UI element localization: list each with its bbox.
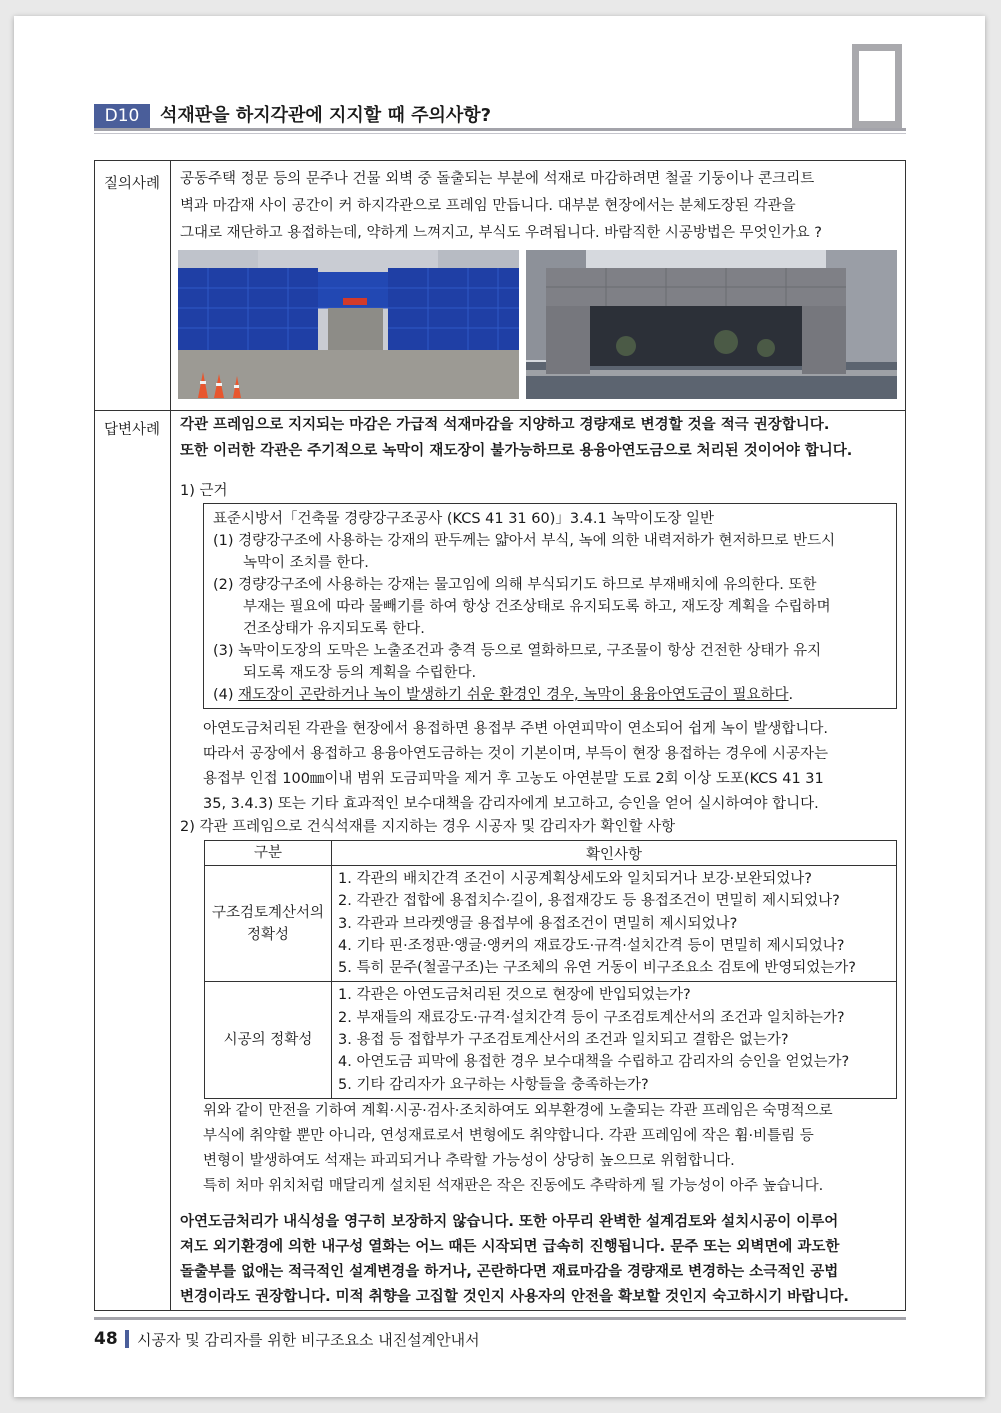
check-table	[204, 840, 897, 1099]
check-item: 1. 각관의 배치간격 조건이 시공계획상세도와 일치되거나 보강·보완되었나?	[338, 871, 813, 887]
paragraph-2-line-3: 변형이 발생하여도 석재는 파괴되거나 추락할 가능성이 상당히 높으므로 위험합니다.	[203, 1153, 735, 1169]
construction-scaffold-photo	[178, 250, 519, 399]
check-item: 4. 기타 핀·조정판·앵글·앵커의 재료강도·규격·설치간격 등이 면밀히 제시되었나?	[338, 937, 845, 954]
basis-heading: 1) 근거	[180, 483, 228, 499]
paragraph-2-line-4: 특히 처마 위치처럼 매달리게 설치된 석재판은 작은 진동에도 추락하게 될 가능성이 아주 높습니다.	[203, 1178, 824, 1194]
conclusion-line-4: 변경이라도 권장합니다. 미적 취향을 고집할 것인지 사용자의 안전을 확보할 것인지 숙고하시기 바랍니다.	[180, 1289, 849, 1305]
check-item: 2. 각관간 접합에 용접치수·길이, 용접재강도 등 용접조건이 면밀히 제시되었나?	[338, 893, 840, 910]
row-items-structural-calc	[332, 866, 897, 982]
stone-gate-photo	[526, 250, 897, 399]
footer-accent-bar	[125, 1330, 129, 1348]
paragraph-2-line-1: 위와 같이 만전을 기하여 계획·시공·검사·조치하여도 외부환경에 노출되는 각관 프레임은 숙명적으로	[203, 1103, 833, 1119]
paragraph-1-line-3: 용접부 인접 100㎜이내 범위 도금피막을 제거 후 고농도 아연분말 도료 2회 이상 도포(KCS 41 31	[203, 771, 824, 787]
standard-item-3b: 되도록 재도장 등의 계획을 수립한다.	[243, 665, 477, 681]
table-row	[205, 866, 897, 982]
question-line-3: 그대로 재단하고 용접하는데, 약하게 느껴지고, 부식도 우려됩니다. 바람직한 시공방법은 무엇인가요 ?	[180, 225, 822, 241]
row-items-construction	[332, 982, 897, 1098]
standard-item-1b: 녹막이 조치를 한다.	[243, 555, 369, 571]
check-item: 4. 아연도금 피막에 용접한 경우 보수대책을 수립하고 감리자의 승인을 얻었는가?	[338, 1054, 850, 1071]
standard-title: 표준시방서「건축물 경량강구조공사 (KCS 41 31 60)」3.4.1 녹막이도장 일반	[213, 511, 715, 527]
check-item: 3. 각관과 브라켓앵글 용접부에 용접조건이 면밀히 제시되었나?	[338, 915, 738, 932]
table-row	[205, 982, 897, 1098]
standard-item-1: (1) 경량강구조에 사용하는 강재의 판두께는 얇아서 부식, 녹에 의한 내력저하가 현저하므로 반드시	[213, 533, 836, 549]
header-rule-thin	[94, 133, 906, 134]
conclusion-line-2: 져도 외기환경에 의한 내구성 열화는 어느 때든 시작되면 급속히 진행됩니다. 문주 또는 외벽면에 과도한	[180, 1239, 840, 1255]
standard-item-4-underlined: 재도장이 곤란하거나 녹이 발생하기 쉬운 환경인 경우, 녹막이 용융아연도금이 필요하다	[238, 687, 789, 703]
row-category-structural-calc	[205, 866, 332, 982]
check-heading: 2) 각관 프레임으로 건식석재를 지지하는 경우 시공자 및 감리자가 확인할 사항	[180, 819, 676, 835]
answer-summary-1: 각관 프레임으로 지지되는 마감은 가급적 석재마감을 지양하고 경량재로 변경할 것을 적극 권장합니다.	[180, 417, 830, 433]
section-tag: D10	[94, 104, 150, 128]
question-line-2: 벽과 마감재 사이 공간이 커 하지각관으로 프레임 만듭니다. 대부분 현장에서는 분체도장된 각관을	[180, 198, 796, 214]
question-line-1: 공동주택 정문 등의 문주나 건물 외벽 중 돌출되는 부분에 석재로 마감하려면 철골 기둥이나 콘크리트	[180, 171, 815, 187]
standard-item-4-number: (4)	[213, 687, 234, 703]
paragraph-2-line-2: 부식에 취약할 뿐만 아니라, 연성재료로서 변형에도 취약합니다. 각관 프레임에 작은 휨·비틀림 등	[203, 1128, 814, 1144]
answer-divider	[170, 410, 171, 1310]
check-item: 3. 용접 등 접합부가 구조검토계산서의 조건과 일치되고 결함은 없는가?	[338, 1032, 789, 1049]
standard-item-2c: 건조상태가 유지되도록 한다.	[243, 621, 425, 637]
answer-label: 답변사례	[103, 422, 161, 438]
paragraph-1-line-1: 아연도금처리된 각관을 현장에서 용접하면 용접부 주변 아연피막이 연소되어 쉽게 녹이 발생합니다.	[203, 721, 828, 737]
check-item: 5. 특히 문주(철골구조)는 구조체의 유연 거동이 비구조요소 검토에 반영되었는가?	[338, 960, 856, 977]
conclusion-line-3: 돌출부를 없애는 적극적인 설계변경을 하거나, 곤란하다면 재료마감을 경량재로 변경하는 소극적인 공법	[180, 1264, 839, 1280]
standard-item-2: (2) 경량강구조에 사용하는 강재는 물고임에 의해 부식되기도 하므로 부재배치에 유의한다. 또한	[213, 577, 817, 593]
footer-title: 시공자 및 감리자를 위한 비구조요소 내진설계안내서	[137, 1331, 480, 1349]
section-title: 석재판을 하지각관에 지지할 때 주의사항?	[160, 105, 492, 126]
check-table-col-items: 확인사항	[332, 841, 897, 866]
row-category-construction: 시공의 정확성	[205, 982, 332, 1098]
row-category-text: 구조검토계산서의 정확성	[211, 904, 325, 943]
standard-item-2b: 부재는 필요에 따라 물빼기를 하여 항상 건조상태로 유지되도록 하고, 재도장 계획을 수립하며	[243, 599, 831, 615]
question-label: 질의사례	[103, 176, 161, 192]
check-table-col-category: 구분	[205, 841, 332, 866]
standard-item-4	[213, 683, 793, 708]
check-item: 5. 기타 감리자가 요구하는 사항들을 충족하는가?	[338, 1076, 649, 1093]
check-item: 1. 각관은 아연도금처리된 것으로 현장에 반입되었는가?	[338, 987, 691, 1004]
section-header	[94, 104, 906, 130]
conclusion-line-1: 아연도금처리가 내식성을 영구히 보장하지 않습니다. 또한 아무리 완벽한 설계검토와 설치시공이 이루어	[180, 1214, 839, 1230]
question-divider	[170, 160, 171, 410]
standard-item-3: (3) 녹막이도장의 도막은 노출조건과 충격 등으로 열화하므로, 구조물이 항상 건전한 상태가 유지	[213, 643, 822, 659]
footer-rule	[94, 1317, 906, 1320]
standard-item-4-period: .	[788, 687, 794, 703]
paragraph-1-line-4: 35, 3.4.3) 또는 기타 효과적인 보수대책을 감리자에게 보고하고, 승인을 얻어 실시하여야 합니다.	[203, 796, 819, 812]
header-rule	[94, 128, 906, 131]
page-number: 48	[94, 1329, 118, 1349]
answer-summary-2: 또한 이러한 각관은 주기적으로 녹막이 재도장이 불가능하므로 용융아연도금으로 처리된 것이어야 합니다.	[180, 443, 853, 459]
paragraph-1-line-2: 따라서 공장에서 용접하고 용융아연도금하는 것이 기본이며, 부득이 현장 용접하는 경우에 시공자는	[203, 746, 828, 762]
check-table-header	[205, 841, 897, 866]
check-item: 2. 부재들의 재료강도·규격·설치간격 등이 구조검토계산서의 조건과 일치하는가?	[338, 1009, 845, 1026]
